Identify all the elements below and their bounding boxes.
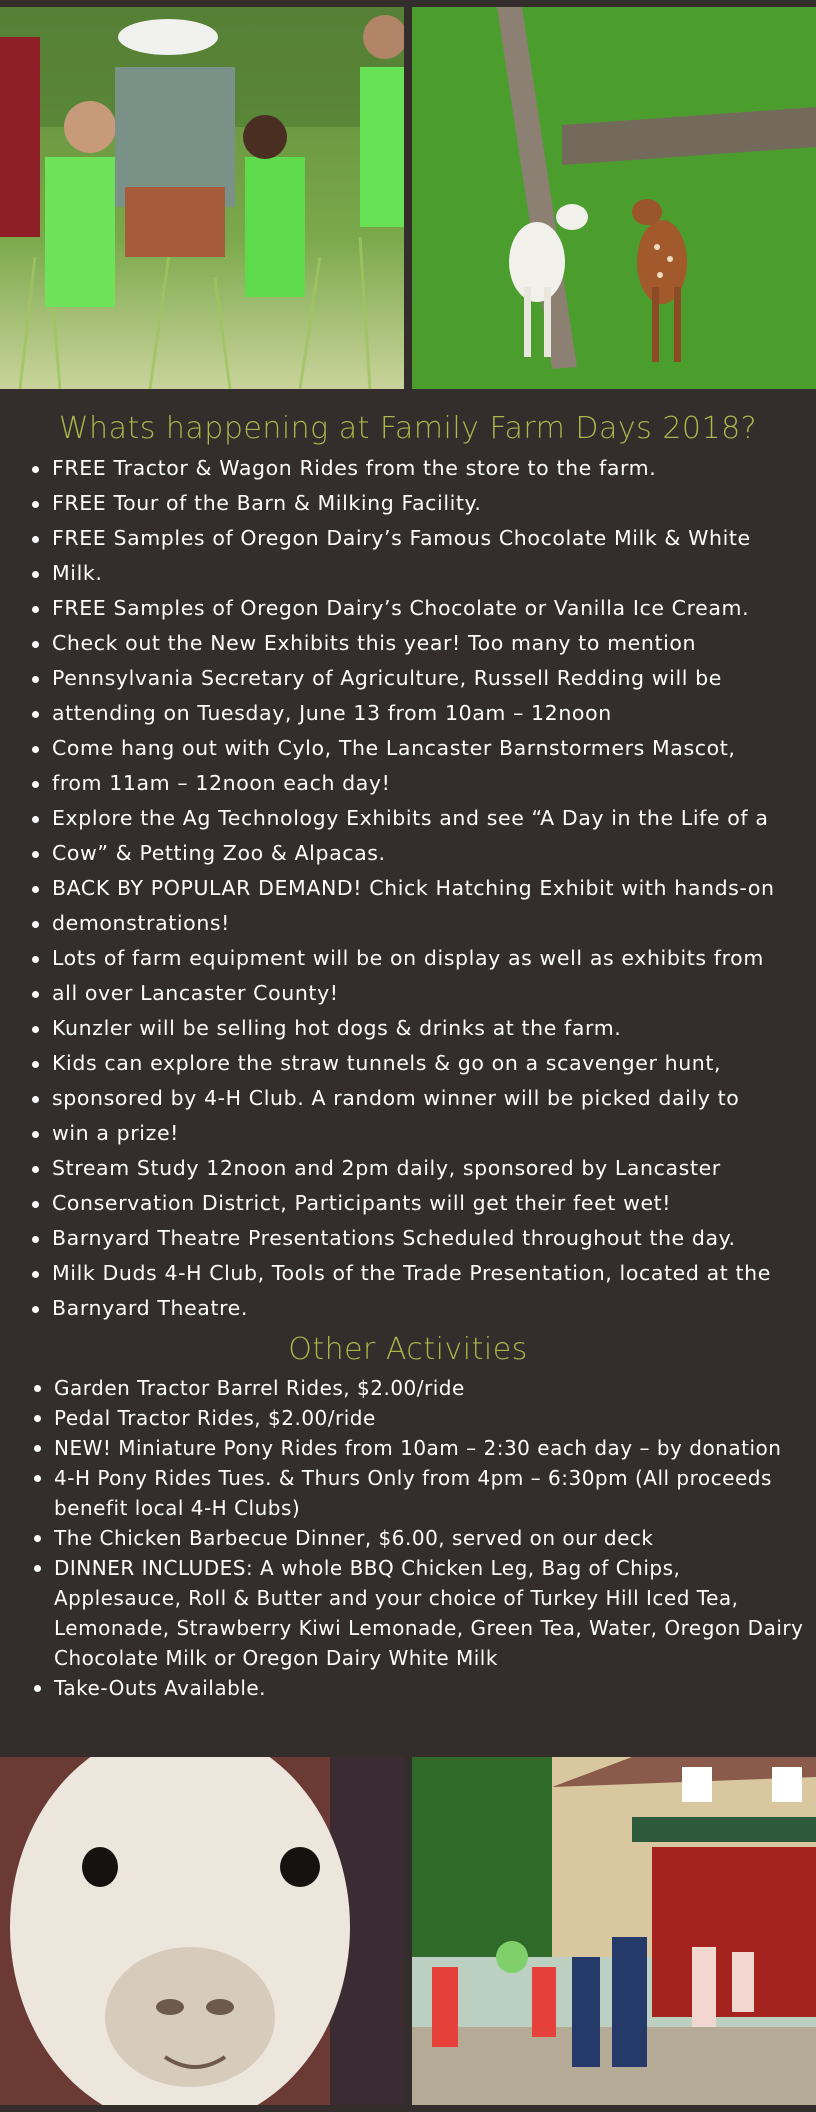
list-item: 4-H Pony Rides Tues. & Thurs Only from 4pm – 6:30pm (All proceeds benefit local 4-H Clubs) [54,1463,814,1523]
list-item: FREE Tractor & Wagon Rides from the store to the farm. [52,451,816,486]
list-item: BACK BY POPULAR DEMAND! Chick Hatching Exhibit with hands-on [52,871,816,906]
list-item: FREE Samples of Oregon Dairy’s Chocolate or Vanilla Ice Cream. [52,591,816,626]
other-activities-heading: Other Activities [288,1332,528,1367]
list-item: Take-Outs Available. [54,1673,814,1703]
list-item: Come hang out with Cylo, The Lancaster Barnstormers Mascot, [52,731,816,766]
list-item: Stream Study 12noon and 2pm daily, sponsored by Lancaster [52,1151,816,1186]
list-item: attending on Tuesday, June 13 from 10am – 12noon [52,696,816,731]
other-activities-list [0,1373,814,1703]
list-item: Milk. [52,556,816,591]
list-item: The Chicken Barbecue Dinner, $6.00, served on our deck [54,1523,814,1553]
main-heading: Whats happening at Family Farm Days 2018? [58,411,758,446]
list-item: Kids can explore the straw tunnels & go on a scavenger hunt, [52,1046,816,1081]
photo-fawns-by-fence [412,7,816,389]
photo-kids-stream-study [0,7,404,389]
photo-alpaca-closeup [0,1757,404,2105]
main-activities-list [0,451,816,1326]
list-item: Check out the New Exhibits this year! Too many to mention [52,626,816,661]
list-item: Conservation District, Participants will get their feet wet! [52,1186,816,1221]
list-item: demonstrations! [52,906,816,941]
list-item: Kunzler will be selling hot dogs & drinks at the farm. [52,1011,816,1046]
list-item: Pedal Tractor Rides, $2.00/ride [54,1403,814,1433]
list-item: Pennsylvania Secretary of Agriculture, Russell Redding will be [52,661,816,696]
list-item: Milk Duds 4-H Club, Tools of the Trade Presentation, located at the [52,1256,816,1291]
list-item: FREE Samples of Oregon Dairy’s Famous Chocolate Milk & White [52,521,816,556]
list-item: DINNER INCLUDES: A whole BBQ Chicken Leg, Bag of Chips, Applesauce, Roll & Butter and your choice of Turkey Hill Iced Tea, Lemonade, Strawberry Kiwi Lemonade, Green Tea, Water, Oregon Dairy Chocolate Milk or Oregon Dairy White Milk [54,1553,814,1673]
top-photo-row [0,7,816,389]
list-item: Garden Tractor Barrel Rides, $2.00/ride [54,1373,814,1403]
list-item: win a prize! [52,1116,816,1151]
list-item: Lots of farm equipment will be on display as well as exhibits from [52,941,816,976]
list-item: NEW! Miniature Pony Rides from 10am – 2:30 each day – by donation [54,1433,814,1463]
list-item: FREE Tour of the Barn & Milking Facility. [52,486,816,521]
list-item: Cow” & Petting Zoo & Alpacas. [52,836,816,871]
list-item: Barnyard Theatre Presentations Scheduled throughout the day. [52,1221,816,1256]
list-item: all over Lancaster County! [52,976,816,1011]
bottom-photo-row [0,1757,816,2105]
content-panel [0,389,816,1757]
photo-wagon-ride-crowd [412,1757,816,2105]
list-item: Explore the Ag Technology Exhibits and see “A Day in the Life of a [52,801,816,836]
list-item: from 11am – 12noon each day! [52,766,816,801]
list-item: sponsored by 4-H Club. A random winner will be picked daily to [52,1081,816,1116]
list-item: Barnyard Theatre. [52,1291,816,1326]
